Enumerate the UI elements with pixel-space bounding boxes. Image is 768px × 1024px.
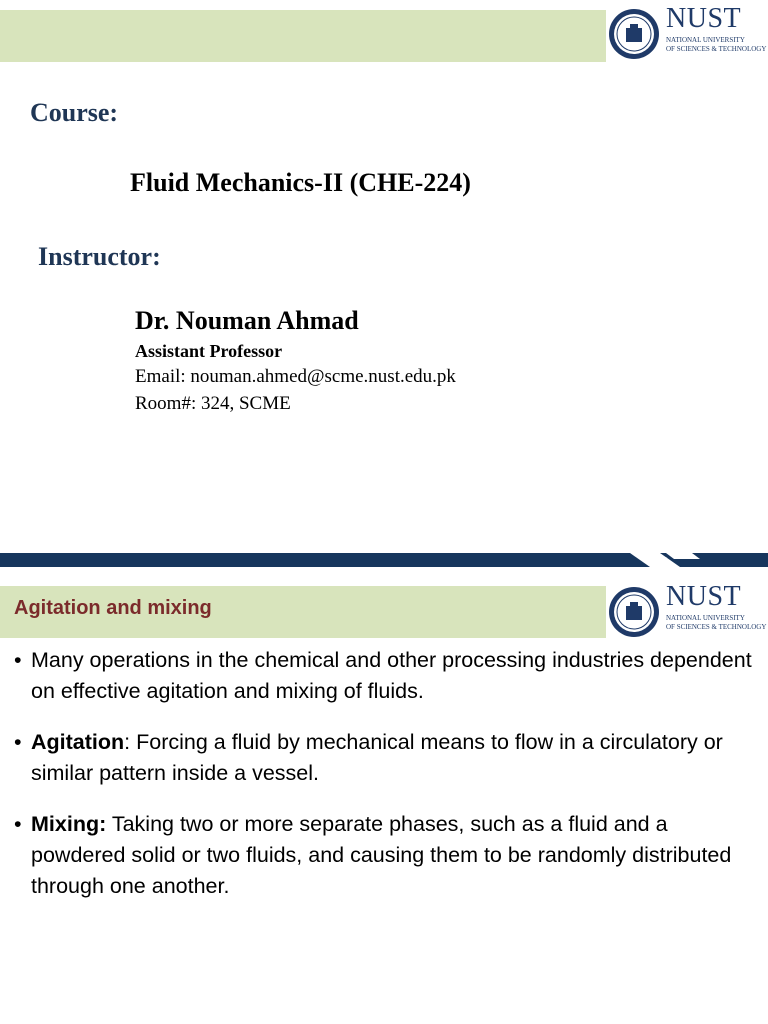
logo-name: NUST [666, 581, 742, 612]
instructor-room: Room#: 324, SCME [135, 393, 291, 414]
bullet-text: : Forcing a fluid by mechanical means to flow in a circulatory or similar pattern inside a vessel. [31, 730, 723, 785]
bullet-item [14, 645, 762, 707]
slide2-title: Agitation and mixing [14, 597, 212, 619]
instructor-name: Dr. Nouman Ahmad [135, 306, 359, 335]
logo-name: NUST [666, 3, 742, 34]
logo-subtitle-2: OF SCIENCES & TECHNOLOGY [666, 45, 767, 53]
logo-subtitle-1: NATIONAL UNIVERSITY [666, 614, 745, 622]
course-name: Fluid Mechanics-II (CHE-224) [130, 168, 471, 197]
bullet-text: Many operations in the chemical and other processing industries dependent on effective agitation and mixing of fluids. [31, 648, 752, 703]
bullet-term: Agitation [31, 730, 125, 754]
bullet-list [14, 645, 762, 922]
page-number: 1 [664, 556, 670, 566]
bullet-term: Mixing: [31, 812, 107, 836]
bullet-dot-icon: • [14, 730, 22, 754]
bullet-dot-icon: • [14, 648, 22, 672]
logo-subtitle-2: OF SCIENCES & TECHNOLOGY [666, 623, 767, 631]
logo-subtitle-1: NATIONAL UNIVERSITY [666, 36, 745, 44]
nust-logo [606, 4, 766, 64]
course-label: Course: [30, 98, 119, 127]
university-seal-icon [608, 586, 660, 638]
instructor-email: Email: nouman.ahmed@scme.nust.edu.pk [135, 366, 456, 387]
bullet-item [14, 727, 762, 789]
header-band [0, 10, 606, 62]
instructor-label: Instructor: [38, 242, 161, 271]
bullet-item [14, 809, 762, 902]
bullet-dot-icon: • [14, 812, 22, 836]
instructor-title: Assistant Professor [135, 341, 283, 361]
nust-logo-2 [606, 582, 766, 642]
university-seal-icon [608, 8, 660, 60]
bullet-text: Taking two or more separate phases, such as a fluid and a powdered solid or two fluids, and causing them to be randomly distributed through one another. [31, 812, 732, 898]
